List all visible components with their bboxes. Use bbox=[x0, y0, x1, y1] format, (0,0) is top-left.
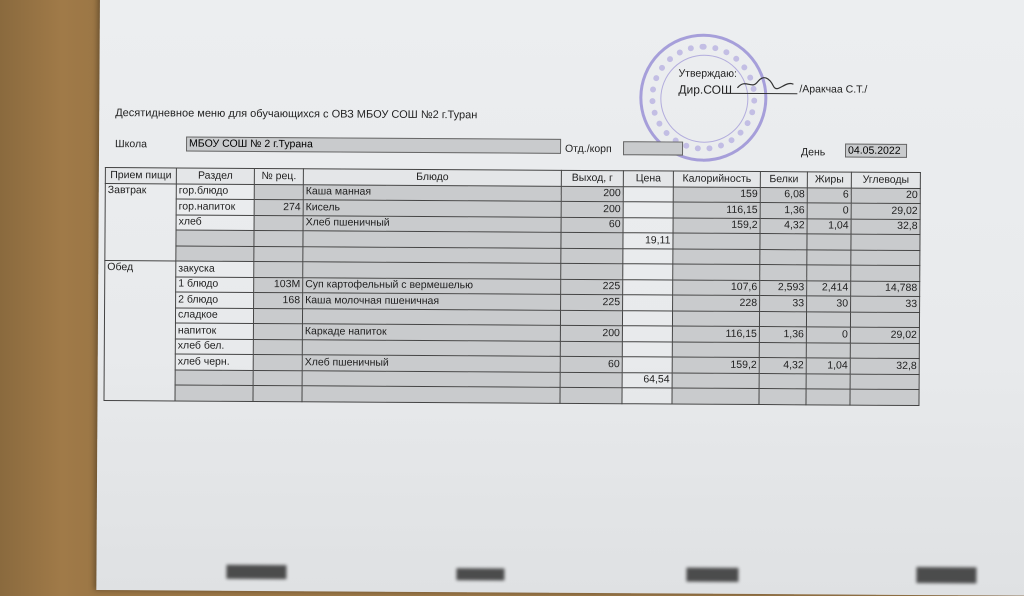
price-cell bbox=[622, 341, 672, 357]
empty-cell bbox=[806, 373, 850, 389]
section-cell: хлеб черн. bbox=[175, 354, 253, 370]
meal-cell: Обед bbox=[104, 261, 176, 401]
col-protein: Белки bbox=[760, 172, 807, 188]
calories-cell bbox=[673, 264, 760, 280]
recipe-cell bbox=[253, 354, 302, 370]
empty-cell bbox=[302, 386, 560, 403]
empty-cell bbox=[673, 233, 760, 249]
section-cell: напиток bbox=[175, 323, 253, 339]
col-section: Раздел bbox=[176, 168, 254, 184]
carbs-cell: 33 bbox=[851, 296, 920, 312]
recipe-cell bbox=[254, 184, 303, 200]
dish-cell: Хлеб пшеничный bbox=[302, 355, 560, 372]
breakfast-section bbox=[105, 183, 920, 265]
output-cell: 200 bbox=[561, 201, 623, 217]
col-calories: Калорийность bbox=[673, 171, 760, 187]
empty-cell bbox=[850, 374, 919, 390]
col-price: Цена bbox=[623, 171, 673, 187]
empty-cell bbox=[759, 373, 806, 389]
section-cell: гор.блюдо bbox=[176, 183, 254, 199]
fat-cell: 30 bbox=[807, 296, 851, 312]
price-cell bbox=[622, 357, 672, 373]
carbs-cell bbox=[850, 312, 919, 328]
director-label: Дир.СОШ bbox=[678, 82, 733, 97]
carbs-cell bbox=[850, 343, 919, 359]
price-cell bbox=[622, 326, 672, 342]
bleed-mark bbox=[456, 568, 504, 580]
carbs-cell: 32,8 bbox=[851, 219, 920, 235]
col-carbs: Углеводы bbox=[851, 172, 920, 188]
carbs-cell bbox=[851, 265, 920, 281]
calories-cell: 228 bbox=[673, 295, 760, 311]
bleed-mark bbox=[686, 568, 738, 582]
recipe-cell bbox=[253, 308, 302, 324]
section-cell: 1 блюдо bbox=[176, 276, 254, 292]
protein-cell bbox=[759, 342, 806, 358]
calories-cell: 159,2 bbox=[673, 218, 760, 234]
empty-cell bbox=[672, 373, 759, 389]
empty-cell bbox=[302, 370, 560, 387]
output-cell: 225 bbox=[561, 294, 623, 310]
section-cell: хлеб bbox=[176, 214, 254, 230]
section-cell: гор.напиток bbox=[176, 199, 254, 215]
output-cell: 60 bbox=[561, 217, 623, 233]
empty-cell bbox=[303, 231, 561, 248]
empty-cell bbox=[807, 249, 851, 265]
empty-cell bbox=[560, 387, 622, 403]
empty-cell bbox=[806, 389, 850, 405]
dept-label: Отд./корп bbox=[565, 142, 612, 156]
col-recipe: № рец. bbox=[254, 168, 303, 184]
carbs-cell: 32,8 bbox=[850, 358, 919, 374]
empty-cell bbox=[560, 372, 622, 388]
dish-cell: Хлеб пшеничный bbox=[303, 215, 561, 232]
empty-cell bbox=[561, 232, 623, 248]
section-cell: 2 блюдо bbox=[176, 292, 254, 308]
empty-cell bbox=[807, 234, 851, 250]
fat-cell: 1,04 bbox=[807, 218, 851, 234]
empty-cell bbox=[850, 389, 919, 405]
empty-cell bbox=[851, 234, 920, 250]
section-cell: хлеб бел. bbox=[175, 338, 253, 354]
output-cell bbox=[560, 310, 622, 326]
empty-cell bbox=[254, 230, 303, 246]
recipe-cell bbox=[253, 323, 302, 339]
dish-cell: Каша манная bbox=[303, 184, 561, 201]
empty-cell bbox=[760, 234, 807, 250]
paper-sheet bbox=[96, 0, 1024, 596]
dish-cell bbox=[302, 339, 560, 356]
empty-cell bbox=[253, 385, 302, 401]
price-cell bbox=[623, 217, 673, 233]
empty-cell bbox=[673, 249, 760, 265]
empty-cell bbox=[175, 369, 253, 385]
dish-cell: Суп картофельный с вермешелью bbox=[303, 277, 561, 294]
total-price-cell: 64,54 bbox=[622, 372, 672, 388]
output-cell: 225 bbox=[561, 279, 623, 295]
recipe-cell bbox=[254, 261, 303, 277]
fat-cell: 0 bbox=[806, 327, 850, 343]
dish-cell bbox=[302, 308, 560, 325]
output-cell bbox=[560, 341, 622, 357]
empty-cell bbox=[254, 246, 303, 262]
recipe-cell: 103М bbox=[254, 277, 303, 293]
fat-cell bbox=[807, 265, 851, 281]
calories-cell bbox=[672, 311, 759, 327]
protein-cell: 4,32 bbox=[760, 218, 807, 234]
dish-cell: Каша молочная пшеничная bbox=[303, 293, 561, 310]
dish-cell: Кисель bbox=[303, 200, 561, 217]
output-cell bbox=[561, 263, 623, 279]
recipe-cell: 274 bbox=[254, 199, 303, 215]
empty-cell bbox=[759, 389, 806, 405]
protein-cell bbox=[759, 311, 806, 327]
meal-cell: Завтрак bbox=[105, 183, 176, 261]
carbs-cell: 29,02 bbox=[850, 327, 919, 343]
carbs-cell: 29,02 bbox=[851, 203, 920, 219]
calories-cell: 116,15 bbox=[673, 202, 760, 218]
bleed-mark bbox=[916, 567, 976, 583]
protein-cell: 1,36 bbox=[759, 327, 806, 343]
empty-cell bbox=[175, 385, 253, 401]
fat-cell: 6 bbox=[807, 187, 851, 203]
signature bbox=[735, 76, 795, 92]
total-price-cell: 19,11 bbox=[623, 233, 673, 249]
empty-cell bbox=[303, 246, 561, 263]
carbs-cell: 20 bbox=[851, 188, 920, 204]
calories-cell: 159 bbox=[673, 187, 760, 203]
price-cell bbox=[622, 310, 672, 326]
dept-field bbox=[623, 141, 683, 155]
document-title: Десятидневное меню для обучающихся с ОВЗ МБОУ СОШ №2 г.Туран bbox=[115, 107, 478, 122]
empty-cell bbox=[623, 248, 673, 264]
protein-cell bbox=[760, 265, 807, 281]
day-field: 04.05.2022 bbox=[845, 144, 907, 158]
protein-cell: 6,08 bbox=[760, 187, 807, 203]
col-output: Выход, г bbox=[561, 170, 623, 186]
fat-cell bbox=[806, 342, 850, 358]
empty-cell bbox=[561, 248, 623, 264]
empty-cell bbox=[622, 388, 672, 404]
protein-cell: 4,32 bbox=[759, 358, 806, 374]
menu-table bbox=[103, 167, 920, 405]
recipe-cell bbox=[253, 339, 302, 355]
price-cell bbox=[623, 264, 673, 280]
empty-cell bbox=[851, 250, 920, 266]
dish-cell bbox=[303, 262, 561, 279]
day-label: День bbox=[800, 146, 826, 159]
price-cell bbox=[623, 202, 673, 218]
col-dish: Блюдо bbox=[303, 169, 561, 186]
empty-cell bbox=[760, 249, 807, 265]
empty-cell bbox=[176, 245, 254, 261]
calories-cell: 116,15 bbox=[672, 326, 759, 342]
price-cell bbox=[623, 279, 673, 295]
calories-cell: 159,2 bbox=[672, 357, 759, 373]
empty-cell bbox=[672, 388, 759, 404]
calories-cell: 107,6 bbox=[673, 280, 760, 296]
approve-label: Утверждаю: bbox=[678, 67, 737, 80]
protein-cell: 1,36 bbox=[760, 203, 807, 219]
recipe-cell bbox=[254, 215, 303, 231]
recipe-cell: 168 bbox=[254, 292, 303, 308]
calories-cell bbox=[672, 342, 759, 358]
fat-cell: 2,414 bbox=[807, 280, 851, 296]
fat-cell: 0 bbox=[807, 203, 851, 219]
col-meal: Прием пищи bbox=[105, 168, 176, 184]
fat-cell: 1,04 bbox=[806, 358, 850, 374]
section-cell: сладкое bbox=[175, 307, 253, 323]
fat-cell bbox=[806, 311, 850, 327]
output-cell: 200 bbox=[560, 325, 622, 341]
signature-line bbox=[727, 82, 797, 94]
school-label: Школа bbox=[115, 138, 148, 151]
price-cell bbox=[623, 186, 673, 202]
dish-cell: Каркаде напиток bbox=[302, 324, 560, 341]
section-cell: закуска bbox=[176, 261, 254, 277]
signer-name: /Аракчаа С.Т./ bbox=[799, 83, 868, 96]
protein-cell: 2,593 bbox=[760, 280, 807, 296]
lunch-section bbox=[104, 261, 920, 405]
carbs-cell: 14,788 bbox=[851, 281, 920, 297]
col-fat: Жиры bbox=[807, 172, 851, 188]
school-field: МБОУ СОШ № 2 г.Турана bbox=[186, 137, 561, 154]
output-cell: 60 bbox=[560, 356, 622, 372]
empty-cell bbox=[253, 370, 302, 386]
output-cell: 200 bbox=[561, 186, 623, 202]
empty-cell bbox=[176, 230, 254, 246]
protein-cell: 33 bbox=[760, 296, 807, 312]
price-cell bbox=[623, 295, 673, 311]
